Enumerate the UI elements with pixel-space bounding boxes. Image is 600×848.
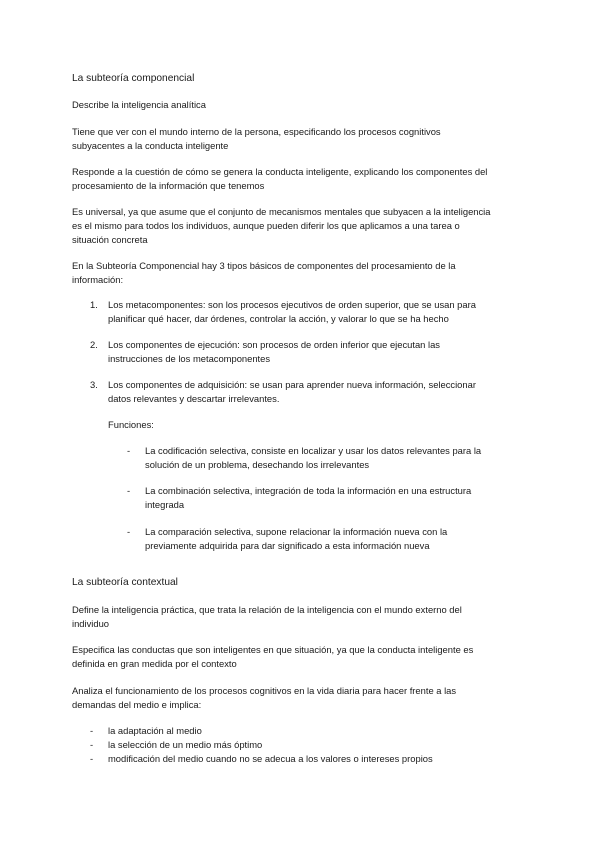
section-heading-contextual: La subteoría contextual (72, 577, 178, 588)
list-dash: - (127, 526, 131, 537)
list-item-line: La combinación selectiva, integración de toda la información en una estructura (145, 485, 472, 496)
paragraph-line: Es universal, ya que asume que el conjunto de mecanismos mentales que subyacen a la inteligencia (72, 206, 491, 217)
paragraph-line: Analiza el funcionamiento de los procesos cognitivos en la vida diaria para hacer frente a las (72, 685, 457, 696)
paragraph-line: Define la inteligencia práctica, que trata la relación de la inteligencia con el mundo externo del (72, 604, 462, 615)
paragraph: Describe la inteligencia analítica (72, 99, 206, 110)
list-item-line: La comparación selectiva, supone relacionar la información nueva con la (145, 526, 448, 537)
list-item-line: La codificación selectiva, consiste en localizar y usar los datos relevantes para la (145, 445, 482, 456)
list-number: 1. (90, 299, 98, 310)
section-heading-componencial: La subteoría componencial (72, 73, 195, 84)
list-item-line: previamente adquirida para dar significado a esta información nueva (145, 540, 430, 551)
paragraph-line: información: (72, 274, 124, 285)
list-item-line: instrucciones de los metacomponentes (108, 353, 271, 364)
paragraph-line: subyacentes a la conducta inteligente (72, 140, 229, 151)
paragraph-line: Especifica las conductas que son inteligentes en que situación, ya que la conducta inteligente es (72, 644, 474, 655)
list-number: 3. (90, 379, 98, 390)
list-item-line: Los metacomponentes: son los procesos ejecutivos de orden superior, que se usan para (108, 299, 476, 310)
list-dash: - (127, 485, 131, 496)
funciones-label: Funciones: (108, 419, 154, 430)
paragraph-line: demandas del medio e implica: (72, 699, 202, 710)
list-item-line: integrada (145, 499, 185, 510)
list-item-line: Los componentes de ejecución: son procesos de orden inferior que ejecutan las (108, 339, 440, 350)
list-dash: - (90, 739, 94, 750)
list-item-line: solución de un problema, desechando los irrelevantes (145, 459, 370, 470)
list-item: la selección de un medio más óptimo (108, 739, 263, 750)
list-item: la adaptación al medio (108, 725, 202, 736)
paragraph-line: definida en gran medida por el contexto (72, 658, 237, 669)
paragraph-line: En la Subteoría Componencial hay 3 tipos básicos de componentes del procesamiento de la (72, 260, 456, 271)
paragraph-line: es el mismo para todos los individuos, aunque pueden diferir los que aplicamos a una tarea o (72, 220, 460, 231)
list-number: 2. (90, 339, 98, 350)
paragraph-line: situación concreta (72, 234, 148, 245)
paragraph-line: individuo (72, 618, 110, 629)
list-item: modificación del medio cuando no se adecua a los valores o intereses propios (108, 753, 433, 764)
list-item-line: planificar qué hacer, dar órdenes, controlar la acción, y valorar lo que se ha hecho (108, 313, 449, 324)
list-item-line: datos relevantes y descartar irrelevantes. (108, 393, 280, 404)
list-dash: - (90, 753, 94, 764)
list-item-line: Los componentes de adquisición: se usan para aprender nueva información, seleccionar (108, 379, 476, 390)
list-dash: - (127, 445, 131, 456)
paragraph-line: procesamiento de la información que tenemos (72, 180, 265, 191)
paragraph-line: Responde a la cuestión de cómo se genera la conducta inteligente, explicando los componentes del (72, 166, 488, 177)
list-dash: - (90, 725, 94, 736)
paragraph-line: Tiene que ver con el mundo interno de la persona, especificando los procesos cognitivos (72, 126, 441, 137)
